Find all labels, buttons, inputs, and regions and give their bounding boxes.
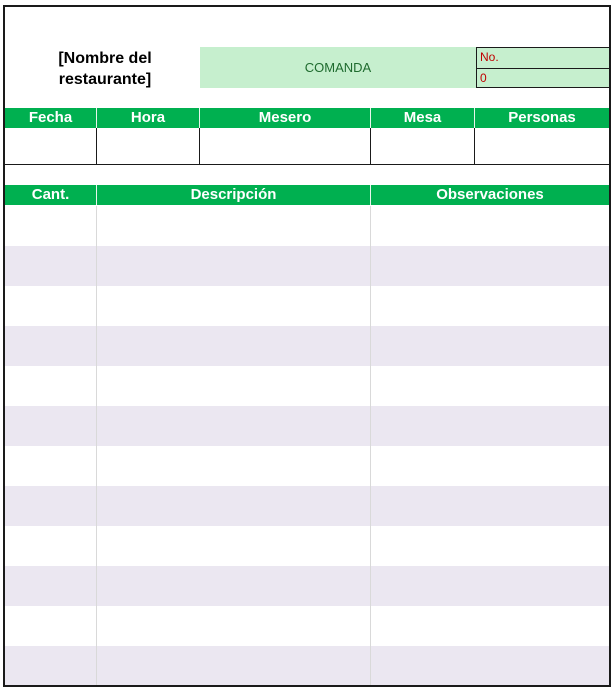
info-input-row — [5, 128, 609, 165]
personas-cell[interactable] — [475, 128, 609, 164]
observaciones-cell[interactable] — [371, 366, 609, 406]
observaciones-cell[interactable] — [371, 406, 609, 446]
header-cantidad: Cant. — [5, 185, 97, 205]
cantidad-cell[interactable] — [5, 286, 97, 326]
header-observaciones: Observaciones — [436, 186, 544, 203]
mesero-cell[interactable] — [200, 128, 371, 164]
descripcion-cell[interactable] — [97, 526, 371, 566]
header-descripcion: Descripción — [97, 185, 371, 205]
observaciones-cell[interactable] — [371, 486, 609, 526]
descripcion-cell[interactable] — [97, 406, 371, 446]
descripcion-cell[interactable] — [97, 366, 371, 406]
table-row — [5, 366, 609, 406]
order-number-value[interactable]: 0 — [477, 68, 611, 88]
items-header-row — [5, 185, 609, 205]
cantidad-cell[interactable] — [5, 366, 97, 406]
table-row — [5, 446, 609, 486]
observaciones-cell[interactable] — [371, 646, 609, 686]
cantidad-cell[interactable] — [5, 486, 97, 526]
descripcion-cell[interactable] — [97, 286, 371, 326]
table-row — [5, 566, 609, 606]
table-row — [5, 606, 609, 646]
cantidad-cell[interactable] — [5, 446, 97, 486]
observaciones-cell[interactable] — [371, 566, 609, 606]
cantidad-cell[interactable] — [5, 206, 97, 246]
order-number-box — [476, 47, 611, 88]
observaciones-cell[interactable] — [371, 246, 609, 286]
cantidad-cell[interactable] — [5, 606, 97, 646]
descripcion-cell[interactable] — [97, 566, 371, 606]
table-row — [5, 326, 609, 366]
cantidad-cell[interactable] — [5, 326, 97, 366]
observaciones-cell[interactable] — [371, 286, 609, 326]
mesa-cell[interactable] — [371, 128, 475, 164]
header-mesa: Mesa — [371, 108, 475, 128]
fecha-cell[interactable] — [5, 128, 97, 164]
restaurant-name: [Nombre del restaurante] — [58, 50, 152, 88]
descripcion-cell[interactable] — [97, 206, 371, 246]
form-title: COMANDA — [200, 47, 476, 88]
cantidad-cell[interactable] — [5, 406, 97, 446]
descripcion-cell[interactable] — [97, 446, 371, 486]
table-row — [5, 406, 609, 446]
info-header-row — [5, 108, 609, 128]
descripcion-cell[interactable] — [97, 486, 371, 526]
items-table — [5, 206, 609, 687]
header-mesero: Mesero — [200, 108, 371, 128]
order-form — [3, 5, 611, 687]
cantidad-cell[interactable] — [5, 246, 97, 286]
header-hora: Hora — [97, 108, 200, 128]
descripcion-cell[interactable] — [97, 326, 371, 366]
observaciones-cell[interactable] — [371, 446, 609, 486]
observaciones-cell[interactable] — [371, 526, 609, 566]
observaciones-cell[interactable] — [371, 206, 609, 246]
table-row — [5, 646, 609, 686]
descripcion-cell[interactable] — [97, 246, 371, 286]
hora-cell[interactable] — [97, 128, 200, 164]
table-row — [5, 206, 609, 246]
table-row — [5, 286, 609, 326]
table-row — [5, 526, 609, 566]
descripcion-cell[interactable] — [97, 606, 371, 646]
cantidad-cell[interactable] — [5, 646, 97, 686]
cantidad-cell[interactable] — [5, 566, 97, 606]
header-personas: Personas — [508, 109, 576, 126]
observaciones-cell[interactable] — [371, 326, 609, 366]
cantidad-cell[interactable] — [5, 526, 97, 566]
order-number-label: No. — [480, 50, 499, 64]
observaciones-cell[interactable] — [371, 606, 609, 646]
header-fecha: Fecha — [5, 108, 97, 128]
table-row — [5, 246, 609, 286]
descripcion-cell[interactable] — [97, 646, 371, 686]
table-row — [5, 486, 609, 526]
